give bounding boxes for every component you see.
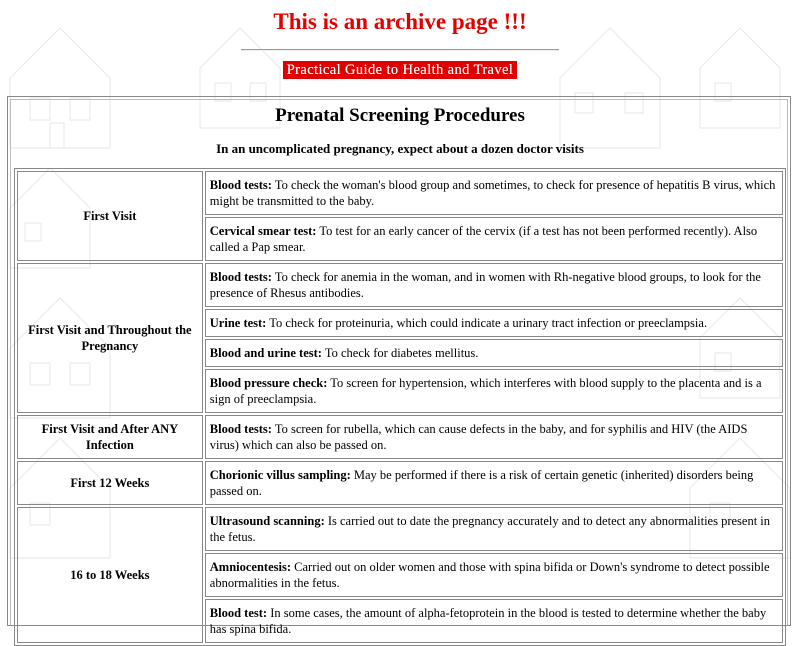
timing-cell: First Visit and After ANY Infection bbox=[17, 415, 203, 459]
guide-banner-link[interactable]: Practical Guide to Health and Travel bbox=[283, 61, 518, 79]
procedure-name: Ultrasound scanning: bbox=[209, 514, 325, 528]
procedure-name: Blood pressure check: bbox=[209, 376, 328, 390]
procedure-description: To check for diabetes mellitus. bbox=[321, 346, 479, 360]
procedure-description: To test for an early cancer of the cervix (if a test has not been performed recently). Also called a Pap smear. bbox=[209, 224, 758, 254]
timing-cell: First Visit and Throughout the Pregnancy bbox=[17, 263, 203, 413]
procedure-description: To check for proteinuria, which could indicate a urinary tract infection or preeclampsia. bbox=[266, 316, 708, 330]
procedure-cell bbox=[205, 369, 783, 413]
table-row bbox=[17, 415, 783, 459]
procedure-description: Carried out on older women and those with spina bifida or Down's syndrome to detect possible abnormalities in the fetus. bbox=[209, 560, 770, 590]
procedure-name: Blood test: bbox=[209, 606, 268, 620]
table-row bbox=[17, 461, 783, 505]
procedure-name: Blood and urine test: bbox=[209, 346, 322, 360]
timing-cell: First Visit bbox=[17, 171, 203, 261]
procedure-name: Amniocentesis: bbox=[209, 560, 292, 574]
procedure-cell bbox=[205, 217, 783, 261]
procedure-name: Cervical smear test: bbox=[209, 224, 317, 238]
procedure-description: To check for anemia in the woman, and in women with Rh-negative blood groups, to look for the presence of Rhesus antibodies. bbox=[209, 270, 761, 300]
procedure-name: Blood tests: bbox=[209, 270, 272, 284]
table-row bbox=[17, 507, 783, 551]
procedure-cell bbox=[205, 263, 783, 307]
procedure-description: To screen for rubella, which can cause defects in the baby, and for syphilis and HIV (the AIDS virus) which can also be passed on. bbox=[209, 422, 748, 452]
procedure-description: To screen for hypertension, which interferes with blood supply to the placenta and is a sign of preeclampsia. bbox=[209, 376, 762, 406]
procedure-cell bbox=[205, 171, 783, 215]
procedure-name: Urine test: bbox=[209, 316, 267, 330]
screening-table bbox=[14, 168, 786, 646]
procedure-description: Is carried out to date the pregnancy accurately and to detect any abnormalities present in the fetus. bbox=[209, 514, 771, 544]
table-row bbox=[17, 263, 783, 307]
header-divider bbox=[241, 49, 559, 51]
table-row bbox=[17, 171, 783, 215]
procedure-cell bbox=[205, 507, 783, 551]
procedure-name: Chorionic villus sampling: bbox=[209, 468, 351, 482]
procedure-name: Blood tests: bbox=[209, 178, 272, 192]
procedure-cell bbox=[205, 553, 783, 597]
procedure-description: May be performed if there is a risk of certain genetic (inherited) disorders being passed on. bbox=[209, 468, 754, 498]
archive-notice-title: This is an archive page !!! bbox=[273, 9, 527, 34]
timing-cell: First 12 Weeks bbox=[17, 461, 203, 505]
procedure-cell bbox=[205, 309, 783, 337]
procedure-description: To check the woman's blood group and sometimes, to check for presence of hepatitis B virus, which might be transmitted to the baby. bbox=[209, 178, 776, 208]
procedure-cell bbox=[205, 415, 783, 459]
procedure-cell bbox=[205, 461, 783, 505]
procedure-name: Blood tests: bbox=[209, 422, 272, 436]
timing-cell: 16 to 18 Weeks bbox=[17, 507, 203, 643]
procedure-cell bbox=[205, 339, 783, 367]
page-subtitle: In an uncomplicated pregnancy, expect about a dozen doctor visits bbox=[216, 141, 584, 156]
procedure-description: In some cases, the amount of alpha-fetoprotein in the blood is tested to determine whether the baby has spina bifida. bbox=[209, 606, 767, 636]
page-title: Prenatal Screening Procedures bbox=[275, 105, 525, 126]
procedure-cell bbox=[205, 599, 783, 643]
